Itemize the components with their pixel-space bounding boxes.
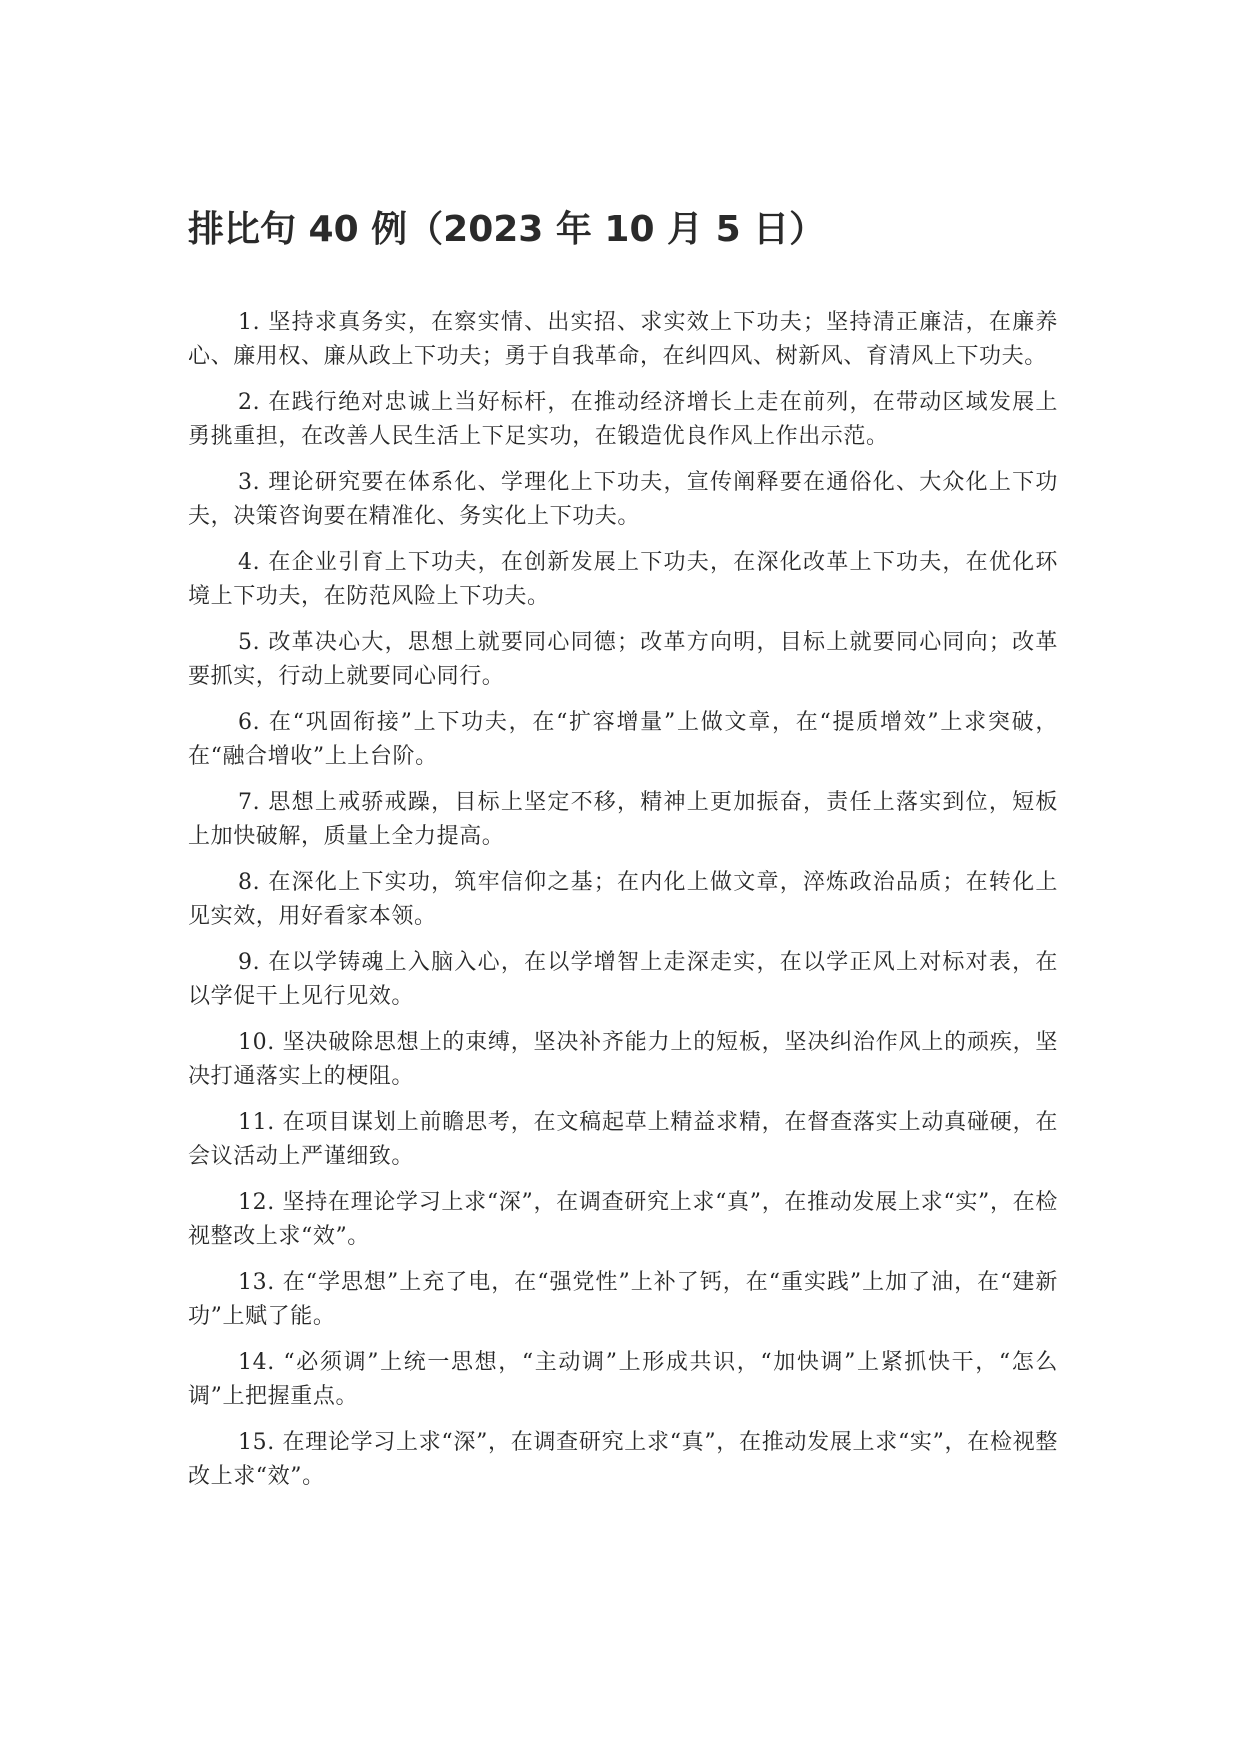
paragraph-14: 14. “必须调”上统一思想，“主动调”上形成共识，“加快调”上紧抓快干，“怎么调”上把握重点。 bbox=[188, 1350, 1058, 1409]
paragraph-12: 12. 坚持在理论学习上求“深”，在调查研究上求“真”，在推动发展上求“实”，在检视整改上求“效”。 bbox=[188, 1190, 1058, 1249]
paragraph-5: 5. 改革决心大，思想上就要同心同德；改革方向明，目标上就要同心同向；改革要抓实，行动上就要同心同行。 bbox=[188, 630, 1058, 689]
paragraph-3: 3. 理论研究要在体系化、学理化上下功夫，宣传阐释要在通俗化、大众化上下功夫，决策咨询要在精准化、务实化上下功夫。 bbox=[188, 470, 1058, 529]
paragraph-1: 1. 坚持求真务实，在察实情、出实招、求实效上下功夫；坚持清正廉洁，在廉养心、廉用权、廉从政上下功夫；勇于自我革命，在纠四风、树新风、育清风上下功夫。 bbox=[188, 310, 1058, 369]
document-body bbox=[188, 306, 1058, 1506]
paragraph-6: 6. 在“巩固衔接”上下功夫，在“扩容增量”上做文章，在“提质增效”上求突破，在“融合增收”上上台阶。 bbox=[188, 710, 1058, 769]
paragraph-15: 15. 在理论学习上求“深”，在调查研究上求“真”，在推动发展上求“实”，在检视整改上求“效”。 bbox=[188, 1430, 1058, 1489]
paragraph-8: 8. 在深化上下实功，筑牢信仰之基；在内化上做文章，淬炼政治品质；在转化上见实效，用好看家本领。 bbox=[188, 870, 1058, 929]
paragraph-2: 2. 在践行绝对忠诚上当好标杆，在推动经济增长上走在前列，在带动区域发展上勇挑重担，在改善人民生活上下足实功，在锻造优良作风上作出示范。 bbox=[188, 390, 1058, 449]
paragraph-10: 10. 坚决破除思想上的束缚，坚决补齐能力上的短板，坚决纠治作风上的顽疾，坚决打通落实上的梗阻。 bbox=[188, 1030, 1058, 1089]
document-title: 排比句 40 例（2023 年 10 月 5 日） bbox=[188, 209, 826, 250]
paragraph-7: 7. 思想上戒骄戒躁，目标上坚定不移，精神上更加振奋，责任上落实到位，短板上加快破解，质量上全力提高。 bbox=[188, 790, 1058, 849]
paragraph-9: 9. 在以学铸魂上入脑入心，在以学增智上走深走实，在以学正风上对标对表，在以学促干上见行见效。 bbox=[188, 950, 1058, 1009]
paragraph-4: 4. 在企业引育上下功夫，在创新发展上下功夫，在深化改革上下功夫，在优化环境上下功夫，在防范风险上下功夫。 bbox=[188, 550, 1058, 609]
paragraph-13: 13. 在“学思想”上充了电，在“强党性”上补了钙，在“重实践”上加了油，在“建新功”上赋了能。 bbox=[188, 1270, 1058, 1329]
paragraph-11: 11. 在项目谋划上前瞻思考，在文稿起草上精益求精，在督查落实上动真碰硬，在会议活动上严谨细致。 bbox=[188, 1110, 1058, 1169]
